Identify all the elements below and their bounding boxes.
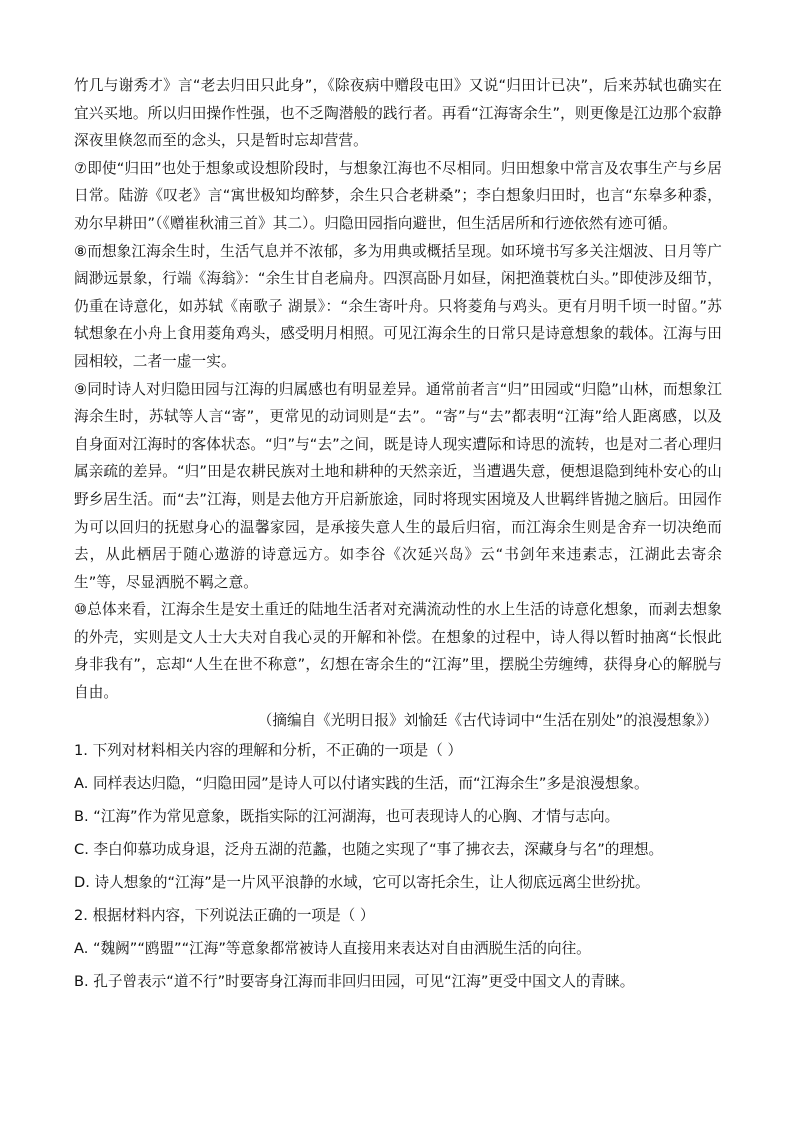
- question-1-option-b: B. “江海”作为常见意象，既指实际的江河湖海，也可表现诗人的心胸、才情与志向。: [74, 808, 620, 826]
- document-page: [74, 72, 722, 998]
- paragraph-8: ⑧而想象江海余生时，生活气息并不浓郁，多为用典或概括呈现。如环境书写多关注烟波、日月等广阔渺远景象，行端《海翁》：“余生甘自老扁舟。四溟高卧月如昼，闲把渔蓑枕白头。”即使涉及细节，仍重在诗意化，如苏轼《南歌子 湖景》：“余生寄叶舟。只将菱角与鸡头。更有月明千顷一时留。”苏轼想象在小舟上食用菱角鸡头，感受明月相照。可见江海余生的日常只是诗意想象的载体。江海与田园相较，二者一虚一实。: [74, 242, 722, 370]
- question-1-option-c: C. 李白仰慕功成身退，泛舟五湖的范蠡，也随之实现了“事了拂衣去，深藏身与名”的理想。: [74, 841, 664, 859]
- question-2-option-b: B. 孔子曾表示“道不行”时要寄身江海而非回归田园，可见“江海”更受中国文人的青睐。: [74, 973, 635, 991]
- question-2-stem: 2. 根据材料内容，下列说法正确的一项是（ ）: [74, 907, 375, 925]
- question-2-option-a: A. “魏阙”“鸥盟”“江海”等意象都常被诗人直接用来表达对自由洒脱生活的向往。: [74, 940, 591, 958]
- paragraph-7: ⑦即使“归田”也处于想象或设想阶段时，与想象江海也不尽相同。归田想象中常言及农事生产与乡居日常。陆游《叹老》言“寓世极知均醉梦，余生只合老耕桑”；李白想象归田时，也言“东皋多种黍，劝尔早耕田”（《赠崔秋浦三首》其二）。归隐田园指向避世，但生活居所和行迹依然有迹可循。: [74, 159, 722, 232]
- paragraph-10: ⑩总体来看，江海余生是安土重迁的陆地生活者对充满流动性的水上生活的诗意化想象，而剥去想象的外壳，实则是文人士大夫对自我心灵的开解和补偿。在想象的过程中，诗人得以暂时抽离“长恨此身非我有”，忘却“人生在世不称意”，幻想在寄余生的“江海”里，摆脱尘劳缠缚，获得身心的解脱与自由。: [74, 601, 722, 702]
- paragraph-9: ⑨同时诗人对归隐田园与江海的归属感也有明显差异。通常前者言“归”田园或“归隐”山林，而想象江海余生时，苏轼等人言“寄”，更常见的动词则是“去”。“寄”与“去”都表明“江海”给人距离感，以及自身面对江海时的客体状态。“归”与“去”之间，既是诗人现实遭际和诗思的流转，也是对二者心理归属亲疏的差异。“归”田是农耕民族对土地和耕种的天然亲近，当遭遇失意，便想退隐到纯朴安心的山野乡居生活。而“去”江海，则是去他方开启新旅途，同时将现实困境及人世羁绊皆抛之脑后。田园作为可以回归的抚慰身心的温馨家园，是承接失意人生的最后归宿，而江海余生则是舍弃一切决绝而去，从此栖居于随心遨游的诗意远方。如李谷《次延兴岛》云“书剑年来违素志，江湖此去寄余生”等，尽显洒脱不羁之意。: [74, 380, 722, 591]
- question-1-option-a: A. 同样表达归隐，“归隐田园”是诗人可以付诸实践的生活，而“江海余生”多是浪漫想象。: [74, 775, 649, 793]
- question-1-option-d: D. 诗人想象的“江海”是一片风平浪静的水域，它可以寄托余生，让人彻底远离尘世纷扰。: [74, 874, 650, 892]
- question-1-stem: 1. 下列对材料相关内容的理解和分析，不正确的一项是（ ）: [74, 742, 463, 760]
- source-citation: （摘编自《光明日报》刘愉廷《古代诗词中“生活在别处”的浪漫想象》）: [257, 711, 718, 729]
- paragraph-continued: 竹几与谢秀才》言“老去归田只此身”，《除夜病中赠段屯田》又说“归田计已决”，后来苏轼也确实在宜兴买地。所以归田操作性强，也不乏陶潜般的践行者。再看“江海寄余生”，则更像是江边那个寂静深夜里倏忽而至的念头，只是暂时忘却营营。: [74, 77, 722, 150]
